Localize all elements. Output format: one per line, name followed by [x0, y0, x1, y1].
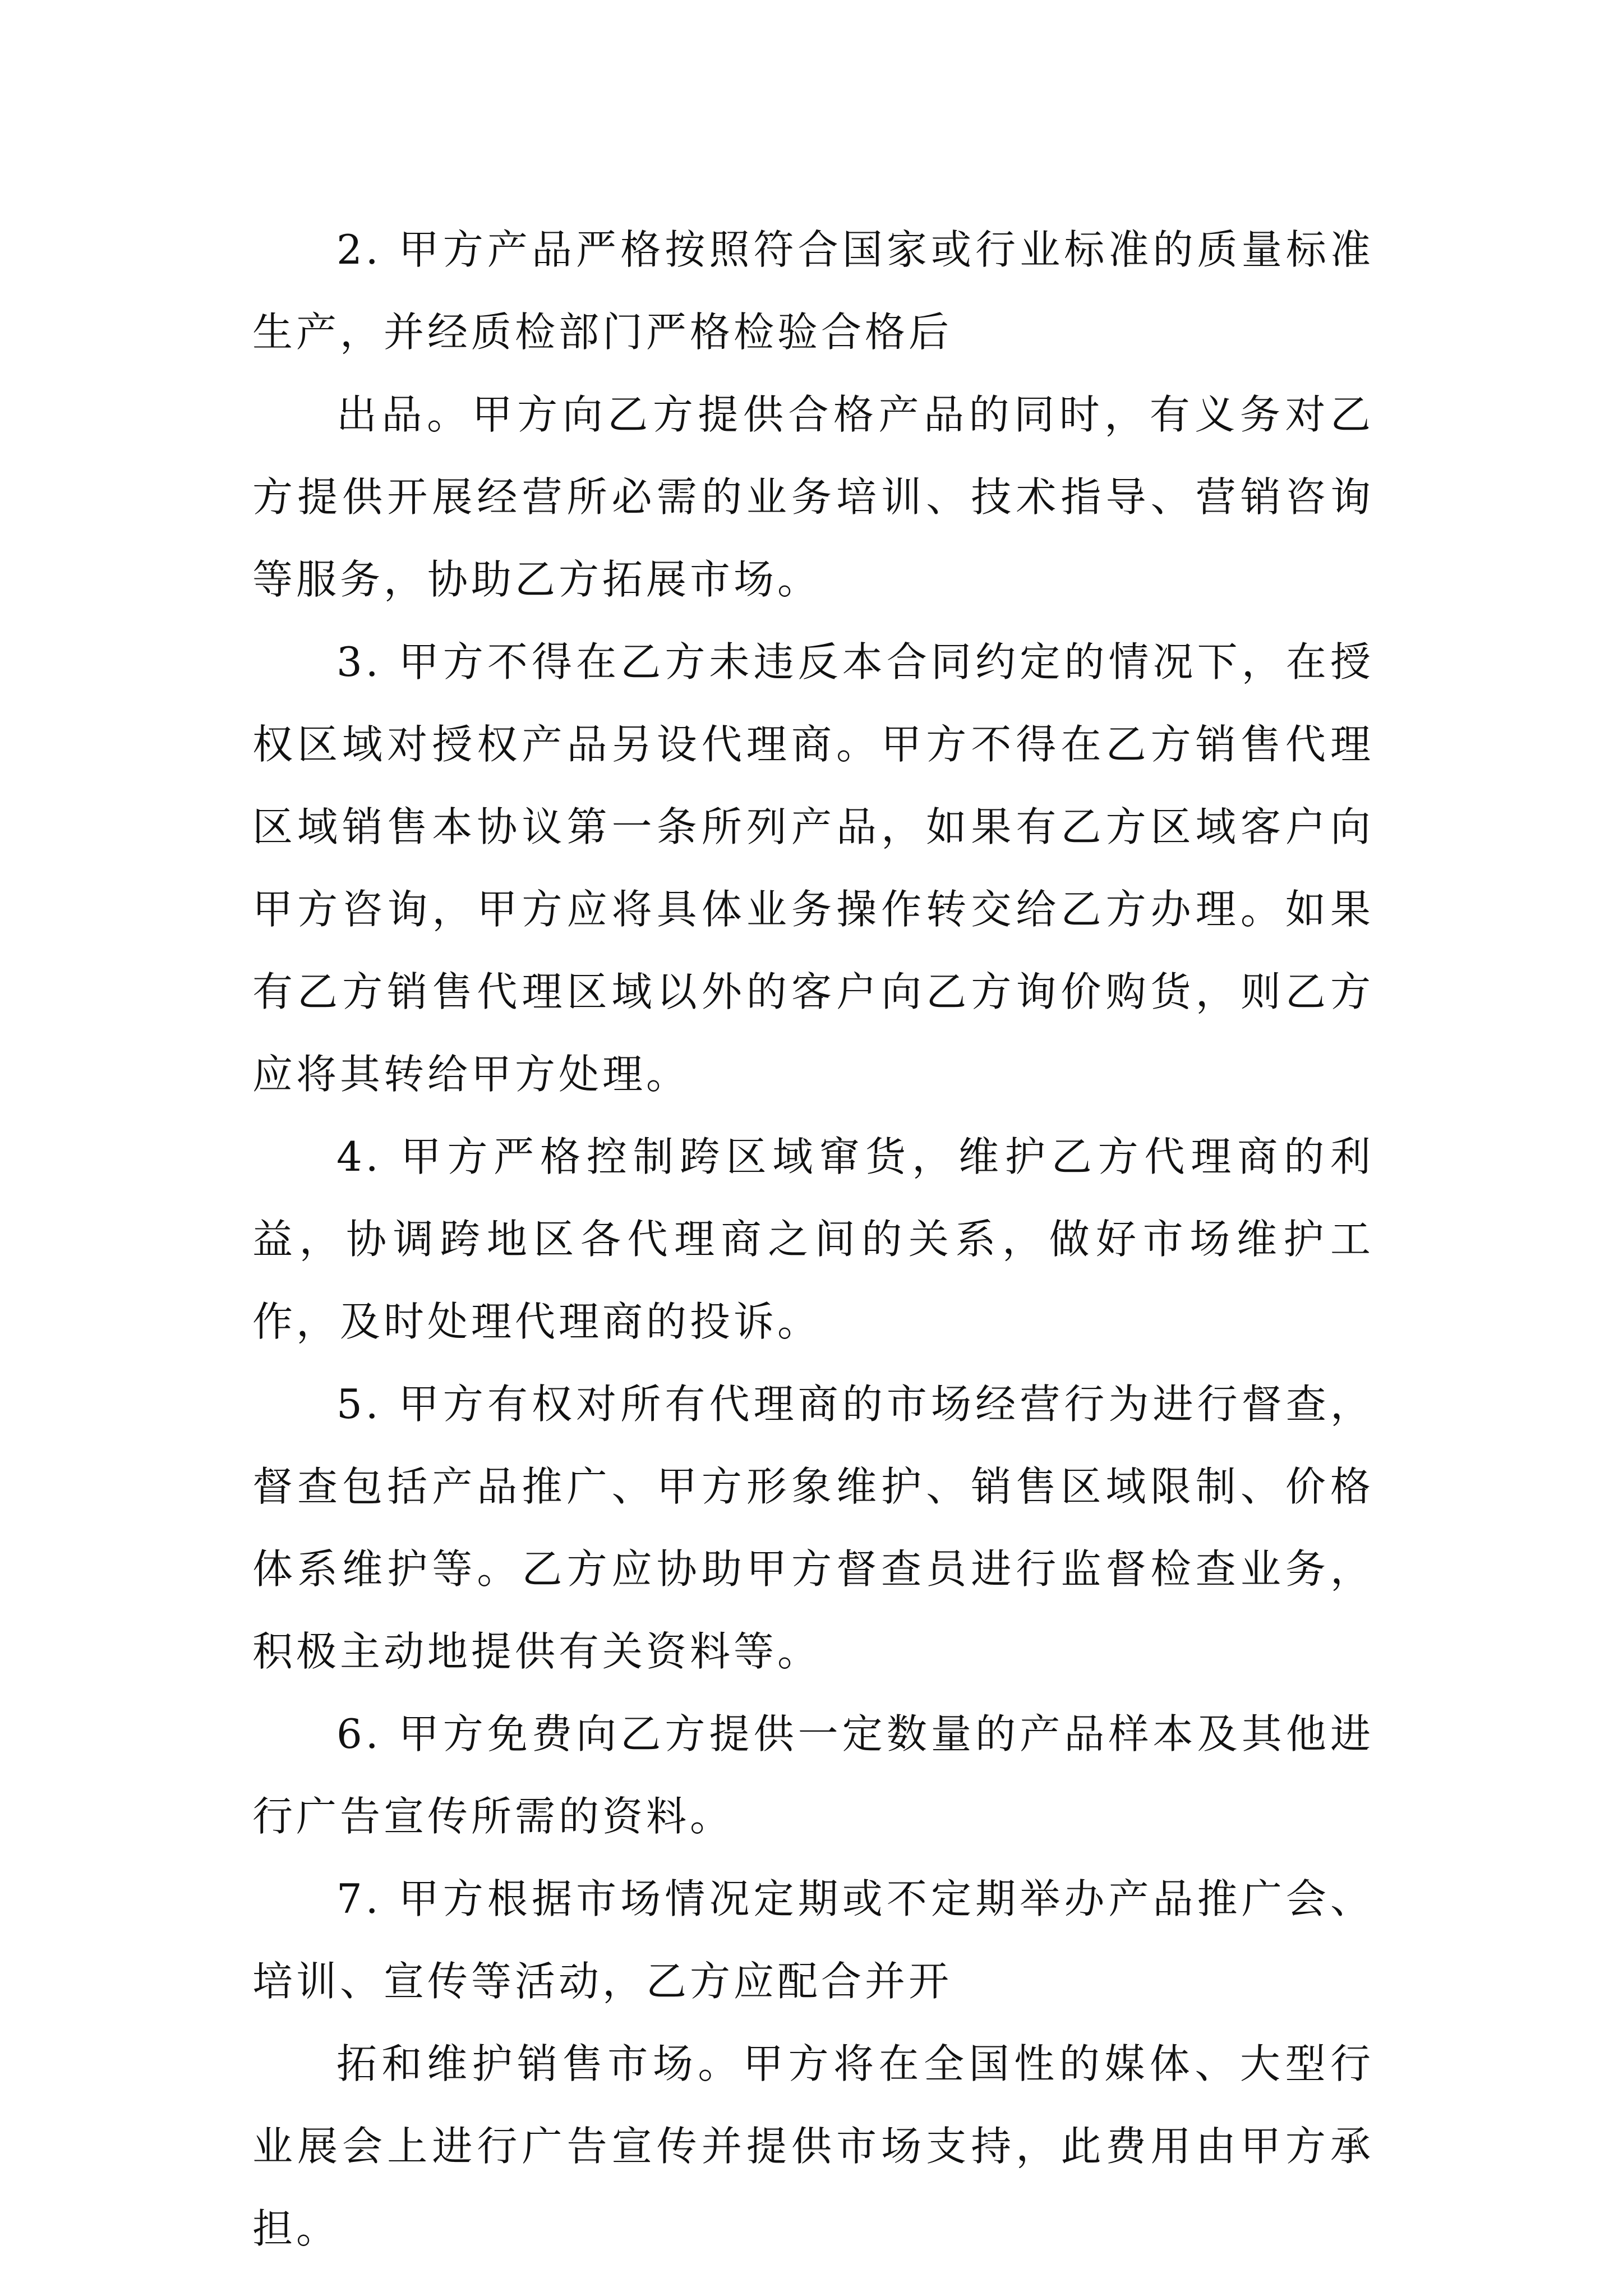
- paragraph-7-continued-advertising: 拓和维护销售市场。甲方将在全国性的媒体、大型行业展会上进行广告宣传并提供市场支持，此费用由甲方承担。: [252, 2040, 1374, 2252]
- paragraph-4-cross-region-control: 4. 甲方严格控制跨区域窜货，维护乙方代理商的利益，协调跨地区各代理商之间的关系，做好市场维护工作，及时处理代理商的投诉。: [252, 1133, 1374, 1345]
- paragraph-2-quality: 2. 甲方产品严格按照符合国家或行业标准的质量标准生产，并经质检部门严格检验合格后: [252, 226, 1374, 356]
- paragraph-3-exclusive-territory: 3. 甲方不得在乙方未违反本合同约定的情况下，在授权区域对授权产品另设代理商。甲方不得在乙方销售代理区域销售本协议第一条所列产品，如果有乙方区域客户向甲方咨询，甲方应将具体业务操作转交给乙方办理。如果有乙方销售代理区域以外的客户向乙方询价购货，则乙方应将其转给甲方处理。: [252, 638, 1374, 1098]
- paragraph-6-samples: 6. 甲方免费向乙方提供一定数量的产品样本及其他进行广告宣传所需的资料。: [252, 1710, 1374, 1840]
- paragraph-7-promotion: 7. 甲方根据市场情况定期或不定期举办产品推广会、培训、宣传等活动，乙方应配合并开: [252, 1875, 1374, 2005]
- paragraph-5-supervision: 5. 甲方有权对所有代理商的市场经营行为进行督查，督查包括产品推广、甲方形象维护、销售区域限制、价格体系维护等。乙方应协助甲方督查员进行监督检查业务，积极主动地提供有关资料等。: [252, 1381, 1374, 1675]
- document-body: [252, 209, 1374, 2270]
- paragraph-2-continued-services: 出品。甲方向乙方提供合格产品的同时，有义务对乙方提供开展经营所必需的业务培训、技术指导、营销咨询等服务，协助乙方拓展市场。: [252, 391, 1374, 603]
